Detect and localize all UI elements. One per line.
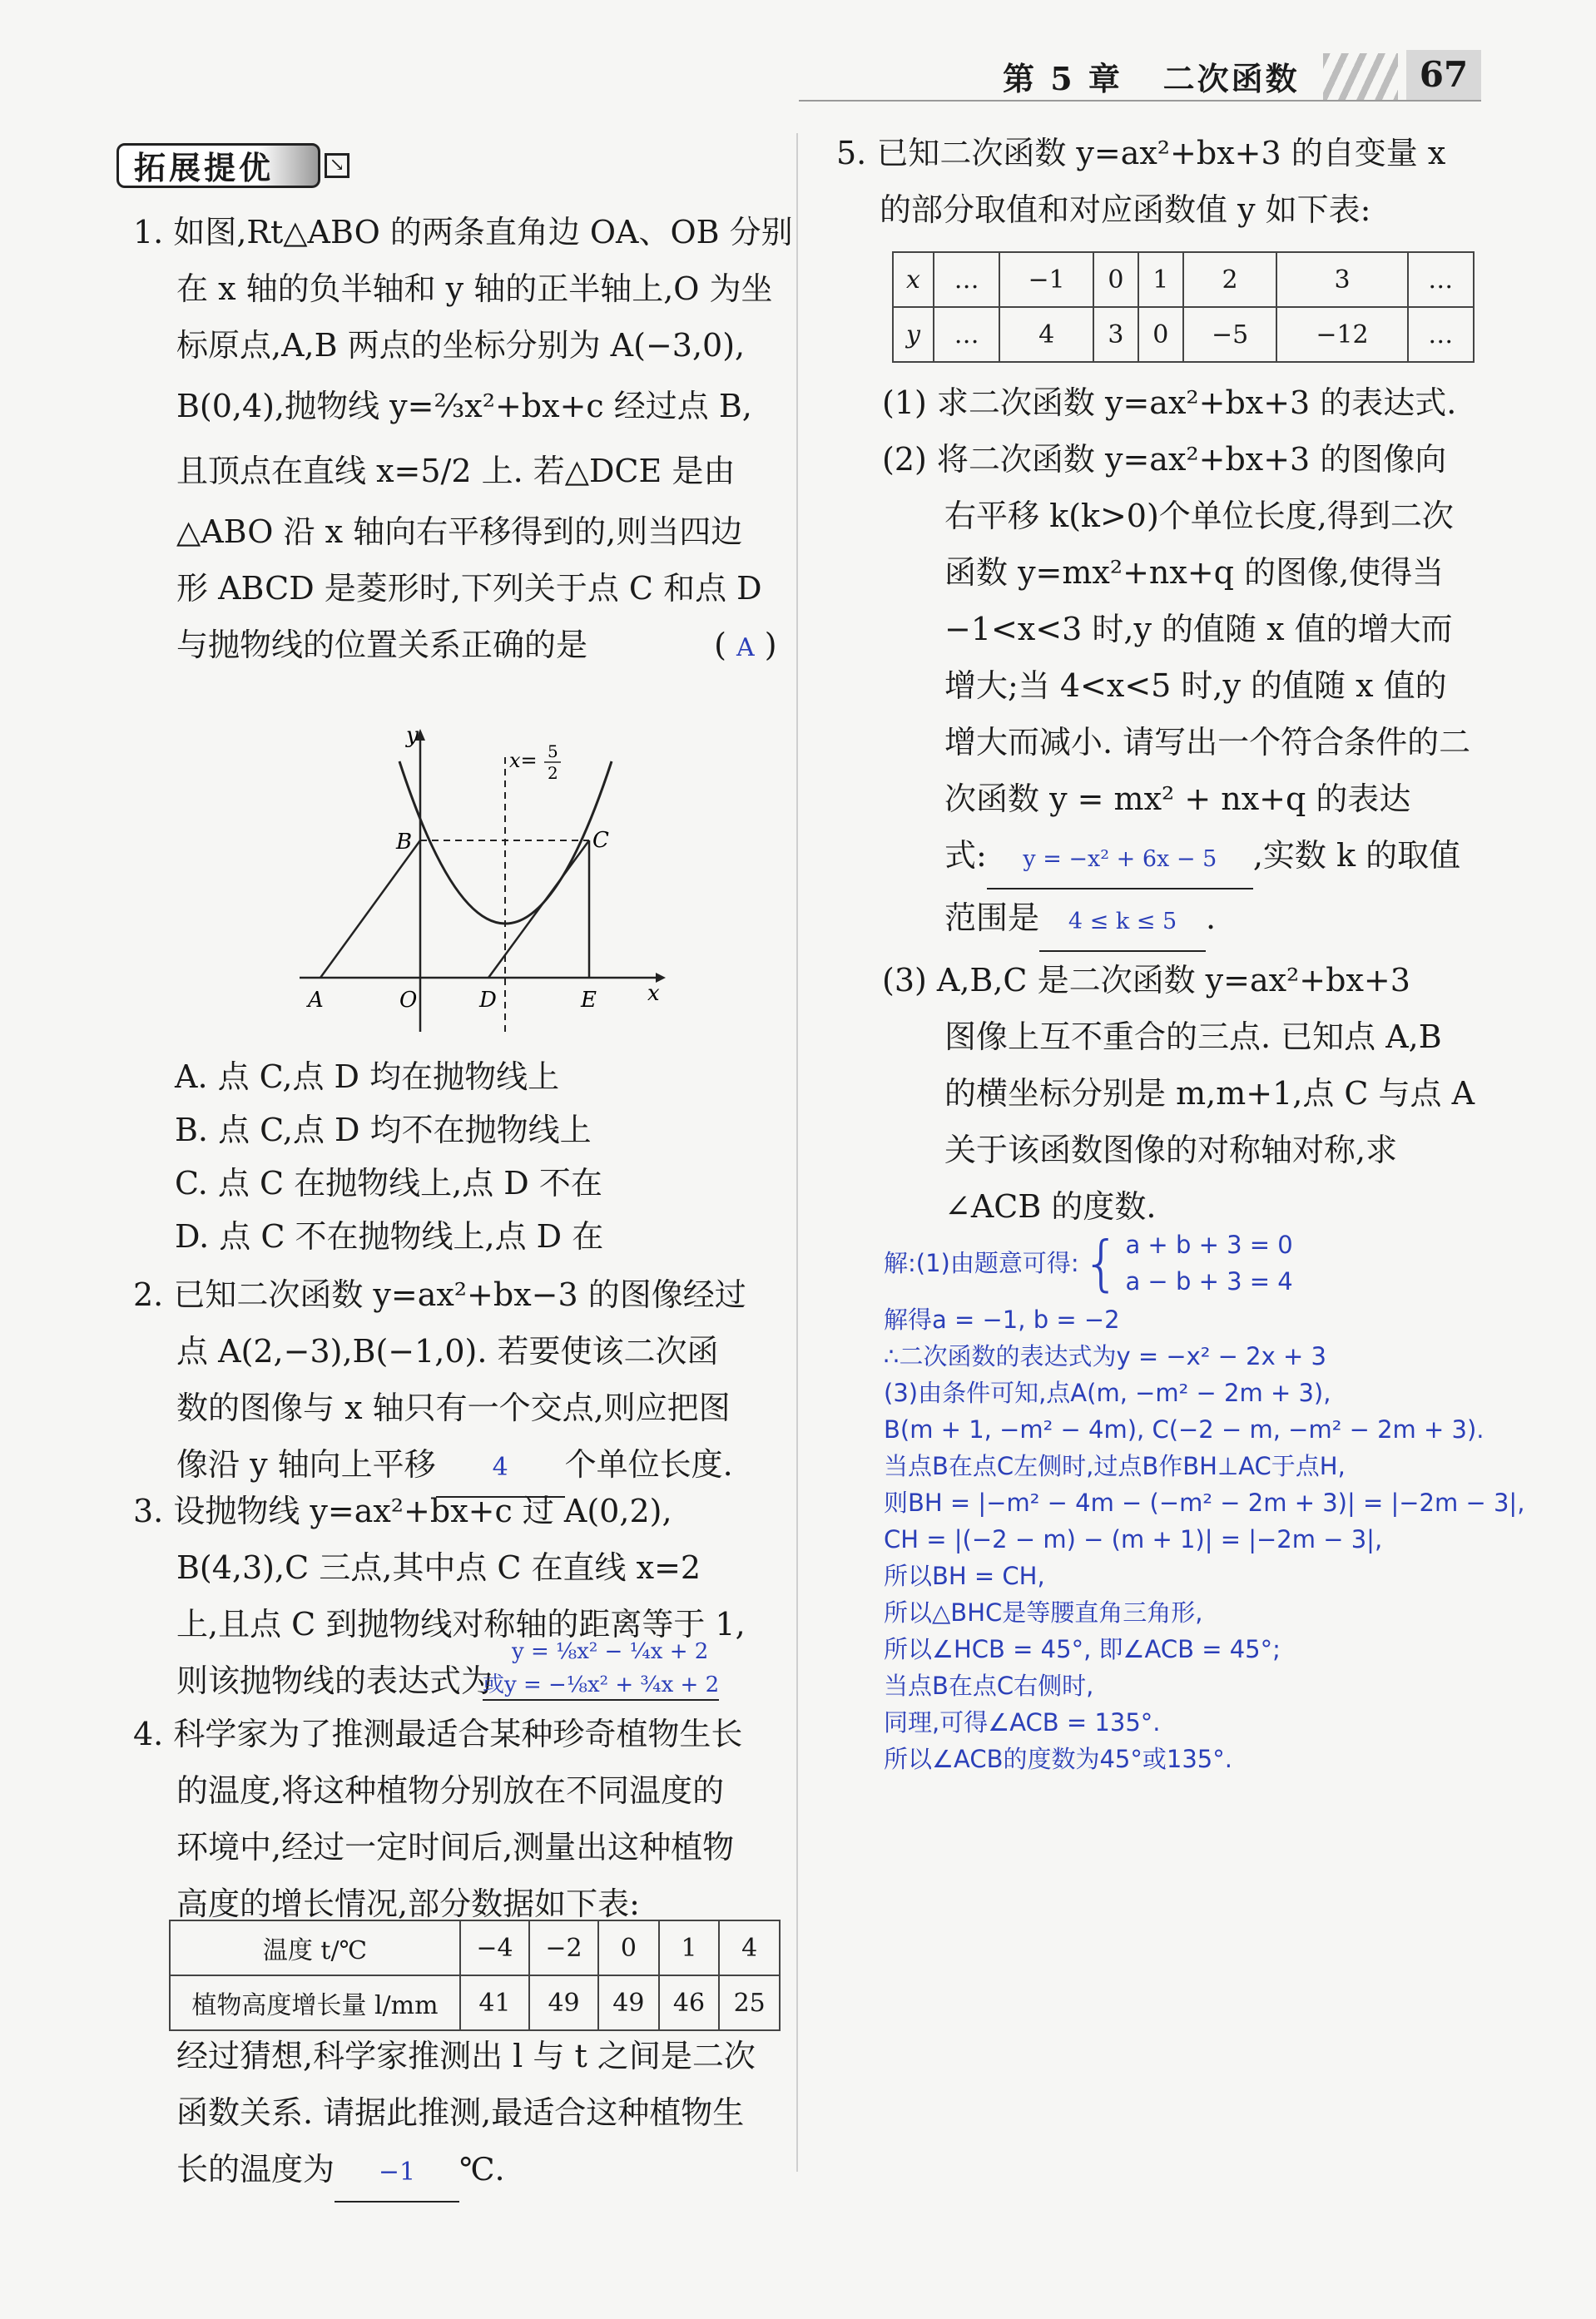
q5-solution bbox=[884, 1225, 1524, 1777]
q1-option-b: B. 点 C,点 D 均不在抛物线上 bbox=[175, 1112, 592, 1148]
q1-options bbox=[175, 1050, 603, 1263]
q5-cell: x bbox=[893, 252, 934, 307]
q2-tail: 像沿 y 轴向上平移 bbox=[176, 1446, 436, 1483]
solution-line: 同理,可得∠ACB = 135°. bbox=[884, 1708, 1161, 1737]
q1-line: 1. 如图,Rt△ABO 的两条直角边 OA、OB 分别 bbox=[133, 214, 793, 250]
q5-range-after: . bbox=[1206, 899, 1217, 936]
x-label: x bbox=[647, 981, 660, 1006]
q1-option-a: A. 点 C,点 D 均在抛物线上 bbox=[175, 1058, 560, 1095]
q5-cell: … bbox=[934, 252, 999, 307]
q5-range-before: 范围是 bbox=[944, 899, 1040, 936]
q3-line: 3. 设抛物线 y=ax²+bx+c 过 A(0,2), bbox=[133, 1493, 672, 1529]
q2-line: 2. 已知二次函数 y=ax²+bx−3 的图像经过 bbox=[133, 1276, 746, 1313]
q3-line: 上,且点 C 到抛物线对称轴的距离等于 1, bbox=[176, 1606, 746, 1643]
column-divider bbox=[796, 133, 798, 2172]
q4-row1-label: 温度 t/℃ bbox=[170, 1920, 460, 1975]
q4-cell: −4 bbox=[460, 1920, 529, 1975]
q5-cell: … bbox=[934, 307, 999, 362]
q4-after bbox=[176, 2028, 756, 2203]
q5-part2-mid: ,实数 k 的取值 bbox=[1252, 837, 1461, 874]
q5-part2-range-line bbox=[882, 889, 1475, 952]
table-row bbox=[893, 307, 1474, 362]
q5-cell: −1 bbox=[999, 252, 1093, 307]
q5-cell: y bbox=[893, 307, 934, 362]
q5-part3-line: (3) A,B,C 是二次函数 y=ax²+bx+3 bbox=[882, 962, 1410, 998]
point-o: O bbox=[399, 988, 418, 1013]
q5-part1: (1) 求二次函数 y=ax²+bx+3 的表达式. bbox=[882, 384, 1457, 421]
q3-tail: 则该抛物线的表达式为 bbox=[176, 1662, 493, 1699]
table-row bbox=[170, 1920, 780, 1975]
solution-line: 当点B在点C左侧时,过点B作BH⊥AC于点H, bbox=[884, 1452, 1346, 1480]
q3-answer-2: 或y = −⅛x² + ¾x + 2 bbox=[483, 1671, 719, 1701]
q4-tail-end: ℃. bbox=[459, 2151, 505, 2188]
q4-line: 4. 科学家为了推测最适合某种珍奇植物生长 bbox=[133, 1716, 743, 1752]
table-row bbox=[170, 1975, 780, 2030]
q4-cell: 4 bbox=[719, 1920, 780, 1975]
q5-cell: 0 bbox=[1138, 307, 1183, 362]
q1-line: 且顶点在直线 x=5/2 上. 若△DCE 是由 bbox=[176, 453, 736, 489]
chapter-title bbox=[1003, 53, 1300, 99]
q1-line: 与抛物线的位置关系正确的是 bbox=[176, 627, 588, 663]
q5-part2-line: 函数 y=mx²+nx+q 的图像,使得当 bbox=[944, 554, 1445, 591]
solution-line: 解得a = −1, b = −2 bbox=[884, 1306, 1120, 1334]
system-eq-2: a − b + 3 = 4 bbox=[1125, 1267, 1293, 1296]
q5-cell: 2 bbox=[1183, 252, 1277, 307]
q4-tail: 长的温度为 bbox=[176, 2151, 335, 2188]
q4-after-line: 函数关系. 请据此推测,最适合这种植物生 bbox=[176, 2094, 745, 2131]
q4-cell: −2 bbox=[529, 1920, 598, 1975]
q5-cell: 1 bbox=[1138, 252, 1183, 307]
q5-part2-answer-line bbox=[882, 827, 1475, 889]
question-2 bbox=[133, 1266, 746, 1498]
q5-part3-line: 图像上互不重合的三点. 已知点 A,B bbox=[944, 1018, 1442, 1055]
solution-line: 所以△BHC是等腰直角三角形, bbox=[884, 1598, 1203, 1627]
table-row bbox=[893, 252, 1474, 307]
solution-line: 所以BH = CH, bbox=[884, 1562, 1045, 1590]
section-badge: 拓展提优 bbox=[116, 143, 320, 188]
q4-line: 环境中,经过一定时间后,测量出这种植物 bbox=[176, 1829, 735, 1866]
solution-line: (3)由条件可知,点A(m, −m² − 2m + 3), bbox=[884, 1379, 1331, 1407]
q5-part2-line: 次函数 y = mx² + nx+q 的表达 bbox=[944, 780, 1411, 817]
chapter-name: 二次函数 bbox=[1162, 60, 1300, 97]
solution-line: CH = |(−2 − m) − (m + 1)| = |−2m − 3|, bbox=[884, 1525, 1383, 1553]
header-stripes bbox=[1323, 53, 1398, 100]
q4-cell: 25 bbox=[719, 1975, 780, 2030]
q5-part2-line: 增大;当 4<x<5 时,y 的值随 x 值的 bbox=[944, 667, 1447, 704]
q5-part3-line: 的横坐标分别是 m,m+1,点 C 与点 A bbox=[944, 1075, 1475, 1112]
q5-line: 的部分取值和对应函数值 y 如下表: bbox=[880, 191, 1371, 228]
frac-den: 2 bbox=[548, 763, 558, 783]
q4-line: 的温度,将这种植物分别放在不同温度的 bbox=[176, 1772, 725, 1809]
q4-table bbox=[169, 1920, 781, 2031]
q4-cell: 0 bbox=[598, 1920, 659, 1975]
q3-last-line bbox=[133, 1639, 746, 1709]
q5-cell: −12 bbox=[1276, 307, 1407, 362]
q5-part2-line: −1<x<3 时,y 的值随 x 值的增大而 bbox=[944, 611, 1453, 647]
q5-cell: 3 bbox=[1093, 307, 1138, 362]
q2-tail-end: 个单位长度. bbox=[564, 1446, 733, 1483]
q4-line: 高度的增长情况,部分数据如下表: bbox=[176, 1885, 640, 1922]
q5-part2-answer-2: 4 ≤ k ≤ 5 bbox=[1039, 894, 1206, 952]
q5-part2-line: 右平移 k(k>0)个单位长度,得到二次 bbox=[944, 498, 1454, 534]
q5-part2-line: (2) 将二次函数 y=ax²+bx+3 的图像向 bbox=[882, 441, 1447, 478]
q4-after-line: 经过猜想,科学家推测出 l 与 t 之间是二次 bbox=[176, 2038, 756, 2074]
q5-part2-tail: 式: bbox=[944, 837, 987, 874]
point-e: E bbox=[581, 988, 597, 1013]
q2-line: 数的图像与 x 轴只有一个交点,则应把图 bbox=[176, 1390, 731, 1426]
page-number: 67 bbox=[1406, 50, 1481, 100]
q1-line: △ABO 沿 x 轴向右平移得到的,则当四边 bbox=[176, 513, 743, 550]
solution-line: B(m + 1, −m² − 4m), C(−2 − m, −m² − 2m + 3). bbox=[884, 1415, 1484, 1444]
q5-cell: … bbox=[1408, 252, 1474, 307]
q5-table bbox=[892, 251, 1475, 363]
y-label: y bbox=[406, 724, 419, 748]
segment-dc bbox=[488, 840, 589, 978]
q1-option-c: C. 点 C 在抛物线上,点 D 不在 bbox=[175, 1165, 602, 1202]
solution-system bbox=[884, 1225, 1524, 1301]
frac-num: 5 bbox=[548, 741, 558, 761]
q5-part3-line: ∠ACB 的度数. bbox=[944, 1188, 1157, 1225]
q4-answer: −1 bbox=[335, 2144, 459, 2203]
solution-line: 则BH = |−m² − 4m − (−m² − 2m + 3)| = |−2m − 3|, bbox=[884, 1489, 1525, 1517]
q4-cell: 49 bbox=[529, 1975, 598, 2030]
q1-figure bbox=[283, 724, 682, 1040]
solution-line: 当点B在点C右侧时, bbox=[884, 1672, 1094, 1700]
point-b: B bbox=[396, 830, 413, 855]
q1-line: B(0,4),抛物线 y=⅔x²+bx+c 经过点 B, bbox=[176, 388, 752, 424]
question-4 bbox=[133, 1706, 742, 1932]
q2-answer: 4 bbox=[436, 1439, 565, 1498]
question-5 bbox=[836, 125, 1445, 238]
q5-cell: 0 bbox=[1093, 252, 1138, 307]
q5-cell: 3 bbox=[1276, 252, 1407, 307]
q4-cell: 1 bbox=[659, 1920, 720, 1975]
q4-cell: 41 bbox=[460, 1975, 529, 2030]
q5-line: 5. 已知二次函数 y=ax²+bx+3 的自变量 x bbox=[836, 135, 1446, 171]
arrow-icon: ↘ bbox=[325, 153, 349, 178]
header-rule bbox=[799, 100, 1481, 102]
q4-cell: 46 bbox=[659, 1975, 720, 2030]
q1-answer: A bbox=[736, 633, 755, 662]
q4-cell: 49 bbox=[598, 1975, 659, 2030]
q1-stem-end: 与抛物线的位置关系正确的是 ( A ) bbox=[176, 627, 777, 663]
line-label: x= bbox=[509, 749, 538, 772]
q5-cell: −5 bbox=[1183, 307, 1277, 362]
q2-line: 点 A(2,−3),B(−1,0). 若要使该二次函 bbox=[176, 1333, 719, 1370]
system-eq-1: a + b + 3 = 0 bbox=[1125, 1231, 1293, 1259]
chapter-label: 第 5 章 bbox=[1003, 60, 1123, 97]
segment-ab bbox=[320, 840, 420, 978]
q1-line: 形 ABCD 是菱形时,下列关于点 C 和点 D bbox=[176, 570, 762, 607]
point-d: D bbox=[479, 988, 497, 1013]
q1-option-d: D. 点 C 不在抛物线上,点 D 在 bbox=[175, 1218, 604, 1255]
q3-answer-1: y = ⅛x² − ¼x + 2 bbox=[512, 1639, 709, 1664]
q3-line: B(4,3),C 三点,其中点 C 在直线 x=2 bbox=[176, 1549, 701, 1586]
solution-line: 所以∠ACB的度数为45°或135°. bbox=[884, 1745, 1232, 1773]
solution-line: 所以∠HCB = 45°, 即∠ACB = 45°; bbox=[884, 1635, 1281, 1663]
question-3 bbox=[133, 1483, 746, 1709]
q5-cell: 4 bbox=[999, 307, 1093, 362]
solution-intro: 解:(1)由题意可得: bbox=[884, 1249, 1079, 1277]
q5-cell: … bbox=[1408, 307, 1474, 362]
solution-line: ∴二次函数的表达式为y = −x² − 2x + 3 bbox=[884, 1342, 1326, 1370]
q1-line: 在 x 轴的负半轴和 y 轴的正半轴上,O 为坐 bbox=[176, 270, 773, 307]
q5-part2-answer-1: y = −x² + 6x − 5 bbox=[987, 831, 1253, 889]
question-1 bbox=[133, 204, 793, 676]
system-equations bbox=[1125, 1226, 1292, 1300]
point-a: A bbox=[308, 988, 324, 1013]
q4-last-line bbox=[176, 2141, 756, 2203]
point-c: C bbox=[592, 828, 609, 853]
q1-line: 标原点,A,B 两点的坐标分别为 A(−3,0), bbox=[176, 327, 746, 364]
q5-parts bbox=[882, 374, 1475, 1235]
brace-icon: { bbox=[1082, 1228, 1121, 1298]
q5-part3-line: 关于该函数图像的对称轴对称,求 bbox=[944, 1132, 1398, 1168]
q4-row2-label: 植物高度增长量 l/mm bbox=[170, 1975, 460, 2030]
q5-part2-line: 增大而减小. 请写出一个符合条件的二 bbox=[944, 724, 1471, 761]
